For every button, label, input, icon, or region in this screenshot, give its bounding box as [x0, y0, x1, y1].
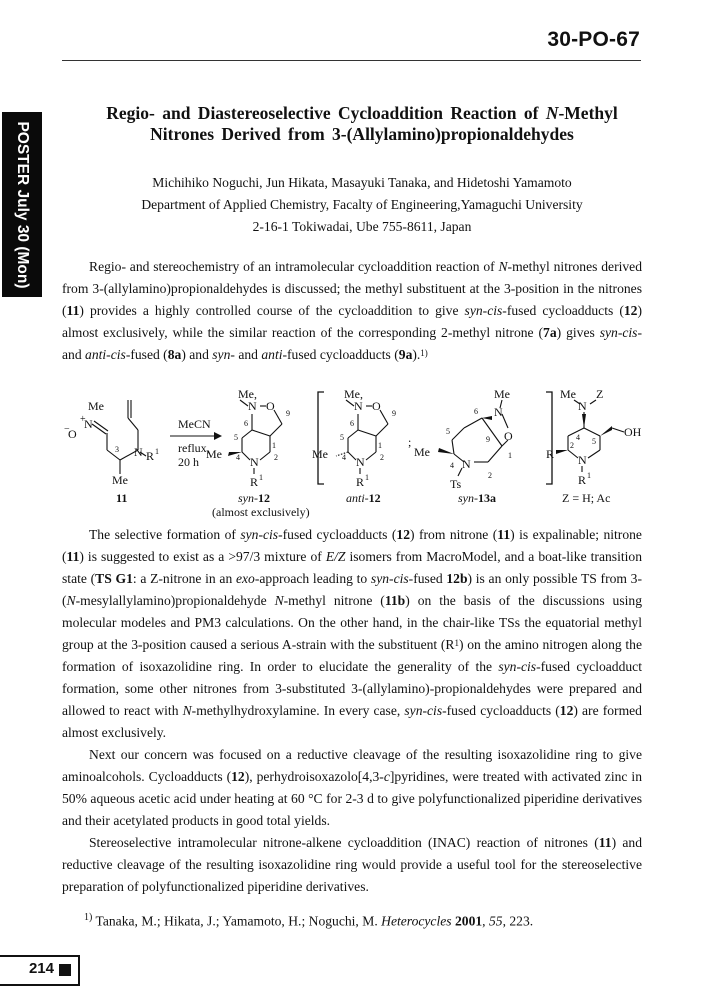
svg-text:+: + [80, 414, 86, 425]
svg-text:anti-12: anti-12 [346, 491, 381, 505]
svg-text:1: 1 [365, 473, 369, 482]
svg-text:Me: Me [88, 399, 104, 413]
svg-text:6: 6 [350, 419, 354, 428]
svg-text:;: ; [408, 435, 412, 449]
svg-text:2: 2 [380, 453, 384, 462]
paper-title [82, 103, 642, 145]
svg-text:1: 1 [259, 473, 263, 482]
svg-text:4: 4 [576, 433, 580, 442]
reaction-scheme [62, 384, 662, 524]
side-tab-label: POSTER July 30 (Mon) [14, 120, 31, 289]
svg-text:Me: Me [312, 447, 328, 461]
svg-text:O: O [266, 399, 275, 413]
svg-text:5: 5 [340, 433, 344, 442]
svg-text:9: 9 [486, 435, 490, 444]
svg-text:N: N [462, 457, 471, 471]
svg-text:3: 3 [115, 445, 119, 454]
body-paragraph-1: The selective formation of syn-cis-fused cycloadducts (12) from nitrone (11) is expalinable; nitrone (11) is suggested to exist as a >97/3 mixture of E/Z isomers from MacroModel, and a boat-like transition state (TS G1: a Z-nitrone in an exo-approach leading to syn-cis-fused 12b) is an only possible TS from 3-(N-mesylallylamino)propionaldehyde N-methyl nitrone (11b) on the basis of the discussions using molecular modeles and PM3 calculations. On the other hand, in the chair-like TSs the equatorial methyl group at the 3-position caused a serious A-strain with the substituent $(R^1)$ on the amino nitrogen along the formation of isoxazolidine ring. In order to elucidate the generality of the syn-cis-fused cycloadduct formation, some other nitrones from 3-substituted 3-(allylamino)-propionaldehydes were prepared and allowed to react with N-methylhydroxylamine. In every case, syn-cis-fused cycloadducts (12) are formed almost exclusively. [62, 527, 643, 740]
svg-text:Z = H; Ac: Z = H; Ac [562, 491, 611, 505]
svg-text:5: 5 [592, 437, 596, 446]
svg-text:4: 4 [450, 461, 454, 470]
svg-text:20 h: 20 h [178, 455, 199, 469]
svg-text:−: − [64, 424, 70, 435]
square-marker-icon [59, 964, 71, 976]
svg-text:Me: Me [206, 447, 222, 461]
svg-text:5: 5 [234, 433, 238, 442]
svg-text:N: N [248, 399, 257, 413]
svg-text:Z: Z [596, 387, 604, 401]
svg-text:(almost exclusively): (almost exclusively) [212, 505, 310, 519]
svg-text:R: R [146, 449, 155, 463]
svg-text:OH: OH [624, 425, 642, 439]
body-text [62, 524, 642, 898]
body-paragraph-3: Stereoselective intramolecular nitrone-alkene cycloaddition (INAC) reaction of nitrones (11) and reductive cleavage of the resulting isoxazolidine ring would provide a useful tool for the stereoselective preparation of polyfunctionalized piperidine derivatives. [62, 835, 642, 894]
affiliation: Department of Applied Chemistry, Facalty of Engineering,Yamaguchi University [141, 197, 583, 212]
body-paragraph-2: Next our concern was focused on a reductive cleavage of the resulting isoxazolidine ring to give aminoalcohols. Cycloadducts (12), perhydroisoxazolo[4,3-c]pyridines, were treated with activated zinc in 50% aqueous acetic acid under heating at 60 °C for 2-3 d to give polyfunctionalized piperidine derivatives and their acetylated products in good total yields. [62, 747, 642, 828]
svg-text:11: 11 [116, 491, 128, 505]
svg-text:Me,: Me, [238, 387, 257, 401]
title-line-2: Nitrones Derived from 3-(Allylamino)propionaldehydes [150, 124, 574, 144]
svg-text:Ts: Ts [450, 477, 462, 491]
svg-text:4: 4 [236, 453, 240, 462]
page-number: 214 [28, 960, 54, 977]
svg-text:N: N [134, 445, 143, 459]
svg-text:4: 4 [342, 453, 346, 462]
svg-text:N: N [84, 417, 93, 431]
svg-text:O: O [68, 427, 77, 441]
svg-text:6: 6 [244, 419, 248, 428]
svg-text:N: N [578, 399, 587, 413]
svg-text:N: N [578, 453, 587, 467]
abstract-text: Regio- and stereochemistry of an intramolecular cycloaddition reaction of N-methyl nitrones derived from 3-(allylamino)propionaldehydes is discussed; the methyl substituent at the 3-position in the nitrones (11) provides a highly controlled course of the cycloaddition to give syn-cis-fused cycloadducts (12) almost exclusively, while the similar reaction of the corresponding 2-methyl nitrone (7a) gives syn-cis- and anti-cis-fused (8a) and syn- and anti-fused cycloadducts (9a).$^{1)}$ [62, 259, 642, 362]
reference-footnote: $^{1)}$ Tanaka, M.; Hikata, J.; Yamamoto, H.; Noguchi, M. Heterocycles 2001, 55, 223. [84, 912, 534, 929]
svg-text:5: 5 [446, 427, 450, 436]
svg-text:Me: Me [112, 473, 128, 487]
svg-text:2: 2 [488, 471, 492, 480]
title-line-1: Regio- and Diastereoselective Cycloaddition Reaction of N-Methyl [106, 103, 618, 123]
header-rule [62, 60, 641, 61]
svg-text:O: O [504, 429, 513, 443]
svg-text:N: N [354, 399, 363, 413]
svg-text:Me,: Me, [344, 387, 363, 401]
svg-text:syn-13a: syn-13a [458, 491, 496, 505]
svg-text:Me: Me [494, 387, 510, 401]
svg-text:9: 9 [392, 409, 396, 418]
svg-text:9: 9 [286, 409, 290, 418]
svg-text:Me: Me [414, 445, 430, 459]
footnote-marker: 1) [84, 912, 93, 923]
svg-text:MeCN: MeCN [178, 417, 211, 431]
svg-text:1: 1 [155, 447, 159, 456]
svg-text:2: 2 [570, 441, 574, 450]
svg-text:R: R [250, 475, 259, 489]
svg-text:N: N [356, 455, 365, 469]
abstract-code: 30-PO-67 [547, 28, 640, 51]
authors: Michihiko Noguchi, Jun Hikata, Masayuki Tanaka, and Hidetoshi Yamamoto [152, 175, 572, 190]
svg-text:R: R [578, 473, 587, 487]
author-block [82, 172, 642, 238]
page-number-box [0, 955, 80, 986]
svg-text:Me: Me [560, 387, 576, 401]
svg-text:6: 6 [474, 407, 478, 416]
svg-text:1: 1 [272, 441, 276, 450]
svg-text:1: 1 [508, 451, 512, 460]
svg-text:1: 1 [587, 471, 591, 480]
svg-text:1: 1 [378, 441, 382, 450]
svg-text:reflux,: reflux, [178, 441, 210, 455]
svg-text:2: 2 [274, 453, 278, 462]
svg-text:N: N [250, 455, 259, 469]
abstract-paragraph [62, 256, 642, 366]
svg-text:syn-12: syn-12 [238, 491, 270, 505]
scheme-drawing [62, 384, 662, 524]
side-tab [2, 112, 42, 297]
svg-text:R: R [356, 475, 365, 489]
svg-text:O: O [372, 399, 381, 413]
svg-text:N: N [494, 405, 503, 419]
journal-name: Heterocycles [381, 913, 452, 929]
svg-text:R: R [546, 447, 555, 461]
address: 2-16-1 Tokiwadai, Ube 755-8611, Japan [252, 219, 472, 234]
